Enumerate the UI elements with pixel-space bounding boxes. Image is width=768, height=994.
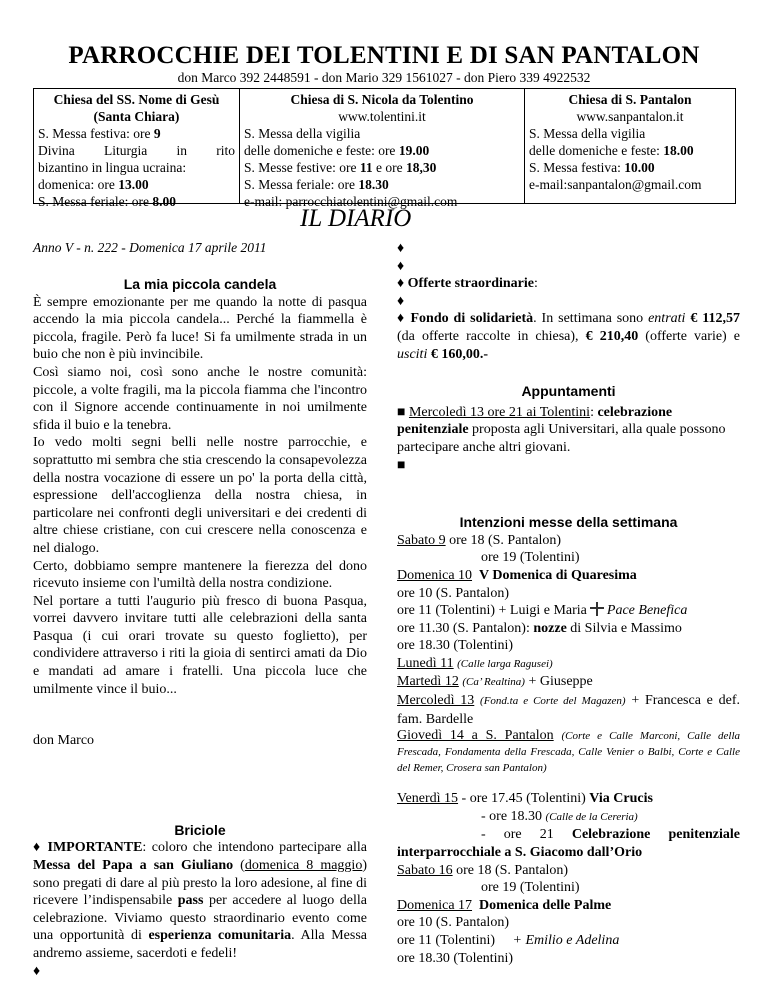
church-email: e-mail:sanpantalon@gmail.com — [529, 177, 702, 192]
section-title-briciole: Briciole — [174, 821, 226, 838]
signature: don Marco — [33, 733, 95, 749]
mass-vigil-time: delle domeniche e feste: 18.00 — [529, 143, 694, 158]
day-domenica-10: Domenica 10 V Domenica di Quaresima — [397, 567, 637, 583]
church-subtitle: (Santa Chiara) — [93, 109, 180, 124]
diamond-bullet: ♦ — [33, 840, 43, 856]
diamond-bullet: ♦ — [397, 293, 405, 309]
church-website: www.sanpantalon.it — [576, 109, 684, 124]
section-title-candela: La mia piccola candela — [123, 276, 277, 292]
section-title-intenzioni: Intenzioni messe della settimana — [459, 514, 678, 531]
church-nicola — [240, 89, 525, 209]
day-sabato-9: Sabato 9 ore 18 (S. Pantalon) — [397, 532, 562, 548]
church-gesu — [34, 89, 240, 209]
church-pantalon — [525, 89, 735, 203]
church-email: e-mail: parrocchiatolentini@gmail.com — [244, 194, 458, 209]
page-title: PARROCCHIE DEI TOLENTINI E DI SAN PANTALON — [68, 42, 700, 69]
mass-line: - ore 18.30 (Calle de la Cereria) — [481, 808, 638, 824]
liturgy-line: Divina Liturgia in rito — [38, 143, 235, 158]
mass-line: ore 18.30 (Tolentini) — [397, 950, 514, 966]
mass-line: ore 10 (S. Pantalon) — [397, 915, 509, 931]
mass-line: ore 19 (Tolentini) — [481, 550, 580, 566]
appuntamento-item: ■ Mercoledì 13 ore 21 ai Tolentini: celebrazione penitenziale proposta agli Universitari, alla quale possono partecipare anche altri giovani. — [397, 404, 726, 455]
left-column — [33, 276, 367, 980]
mass-line: ore 11.30 (S. Pantalon): nozze di Silvia e Massimo — [397, 620, 682, 636]
mass-line: ore 11 (Tolentini) + Luigi e Maria Pace Benefica — [397, 603, 688, 619]
square-bullet: ■ — [397, 457, 406, 473]
cross-icon — [590, 602, 604, 616]
paragraph: Così siamo noi, così sono anche le nostre comunità: piccole, a volte fragili, ma la piccola fiamma che l'incontro con il Signore accende continuamente in noi umilmente sfida il buio e la tenebra. — [33, 364, 367, 433]
paragraph: Io vedo molti segni belli nelle nostre parrocchie, e soprattutto mi sembra che stia crescendo la consapevolezza della nostra vocazione di essere un po' la porta della città, espressione dell'accoglienza della nostra chiesa, in particolare nei confronti degli universitari e dei credenti di altre chiese cristiane, con cui crescere nella conoscenza e nel dialogo. — [33, 435, 367, 556]
church-name: Chiesa del SS. Nome di Gesù — [53, 92, 220, 107]
offerte-line: ♦ Offerte straordinarie: — [397, 276, 538, 292]
mass-line: ore 10 (S. Pantalon) — [397, 585, 509, 601]
mass-weekday: S. Messa feriale: ore 8.00 — [38, 194, 176, 209]
mass-festive: S. Messa festiva: ore 9 — [38, 126, 161, 141]
diamond-bullet: ♦ — [397, 258, 405, 274]
mass-vigil: S. Messa della vigilia — [529, 126, 646, 141]
day-giovedi-14: Giovedì 14 a S. Pantalon (Corte e Calle Marconi, Calle della Frescada, Fondamenta della Frescada, Calle Venier o Balbi, Corte e Calle del Remer, Crosera san Pantalon) — [397, 728, 740, 775]
mass-festive: S. Messe festive: ore 11 e ore 18,30 — [244, 160, 437, 175]
paragraph: Certo, dobbiamo sempre mantenere la fierezza del dono ricevuto insieme con l'umiltà della nostra condizione. — [33, 558, 367, 592]
day-mercoledi-13: Mercoledì 13 (Fond.ta e Corte del Magazen) + Francesca e def. fam. Bardelle — [397, 693, 741, 727]
right-column — [397, 240, 740, 967]
fondo-solidarieta: ♦ Fondo di solidarietà. In settimana sono entrati € 112,57 (da offerte raccolte in chiesa), € 210,40 (offerte varie) e usciti € 160,00.- — [397, 311, 741, 362]
diamond-bullet: ♦ — [397, 241, 405, 256]
briciole-item: ♦ IMPORTANTE: coloro che intendono partecipare alla Messa del Papa a san Giuliano (domenica 8 maggio) sono pregati di dare al più presto la loro adesione, al fine di ricevere l’indispensabile pass per accedere al luogo della celebrazione. Viviamo questo straordinario evento come una opportunità di esperienza comunitaria. Alla Messa andremo assieme, sacerdoti e fedeli! — [33, 840, 368, 961]
paragraph: È sempre emozionante per me quando la notte di pasqua accendo la mia piccola candela... Perché la fiammella è piccola, fragile. Però fa luce! Si fa umilmente strada in un buio che non è più invincibile. — [33, 294, 367, 363]
mass-vigil: S. Messa della vigilia — [244, 126, 361, 141]
diamond-bullet: ♦ — [33, 963, 41, 979]
mass-line: ore 18.30 (Tolentini) — [397, 638, 514, 654]
mass-line: ore 19 (Tolentini) — [481, 880, 580, 896]
church-website: www.tolentini.it — [338, 109, 426, 124]
mass-line: - ore 21 Celebrazione penitenziale interparrocchiale a S. Giacomo dall’Orio — [397, 827, 740, 861]
day-martedi-12: Martedì 12 (Ca’ Realtina) + Giuseppe — [397, 674, 593, 690]
paragraph: Nel portare a tutti l'augurio più fresco di buona Pasqua, vorrei davvero invitare tutti alle celebrazioni della santa Pasqua (i cui orari trovate su questo foglietto), per condividere attraverso i riti la gioia di sentirci amati da Dio e mandati ad amare i fratelli. Una piccola luce che umilmente vince il buio... — [33, 593, 367, 697]
day-venerdi-15: Venerdì 15 - ore 17.45 (Tolentini) Via Crucis — [397, 791, 653, 807]
church-name: Chiesa di S. Pantalon — [568, 92, 692, 107]
mass-vigil-time: delle domeniche e feste: ore 19.00 — [244, 143, 430, 158]
day-domenica-17: Domenica 17 Domenica delle Palme — [397, 897, 612, 913]
mass-weekday: S. Messa feriale: ore 18.30 — [244, 177, 389, 192]
section-title-appuntamenti: Appuntamenti — [521, 383, 616, 400]
priest-contacts: don Marco 392 2448591 - don Mario 329 1561027 - don Piero 339 4922532 — [177, 70, 591, 85]
masthead-name: IL DIARIO — [300, 205, 412, 232]
churches-box — [33, 88, 736, 209]
liturgy-sunday: domenica: ore 13.00 — [38, 177, 149, 192]
day-lunedi-11: Lunedì 11 (Calle larga Ragusei) — [397, 655, 553, 671]
issue-line: Anno V - n. 222 - Domenica 17 aprile 2011 — [33, 240, 267, 255]
mass-festive: S. Messa festiva: 10.00 — [529, 160, 655, 175]
day-sabato-16: Sabato 16 ore 18 (S. Pantalon) — [397, 862, 569, 878]
mass-line: ore 11 (Tolentini) + Emilio e Adelina — [397, 933, 620, 948]
church-name: Chiesa di S. Nicola da Tolentino — [290, 92, 474, 107]
liturgy-line-2: bizantino in lingua ucraina: — [38, 160, 187, 175]
